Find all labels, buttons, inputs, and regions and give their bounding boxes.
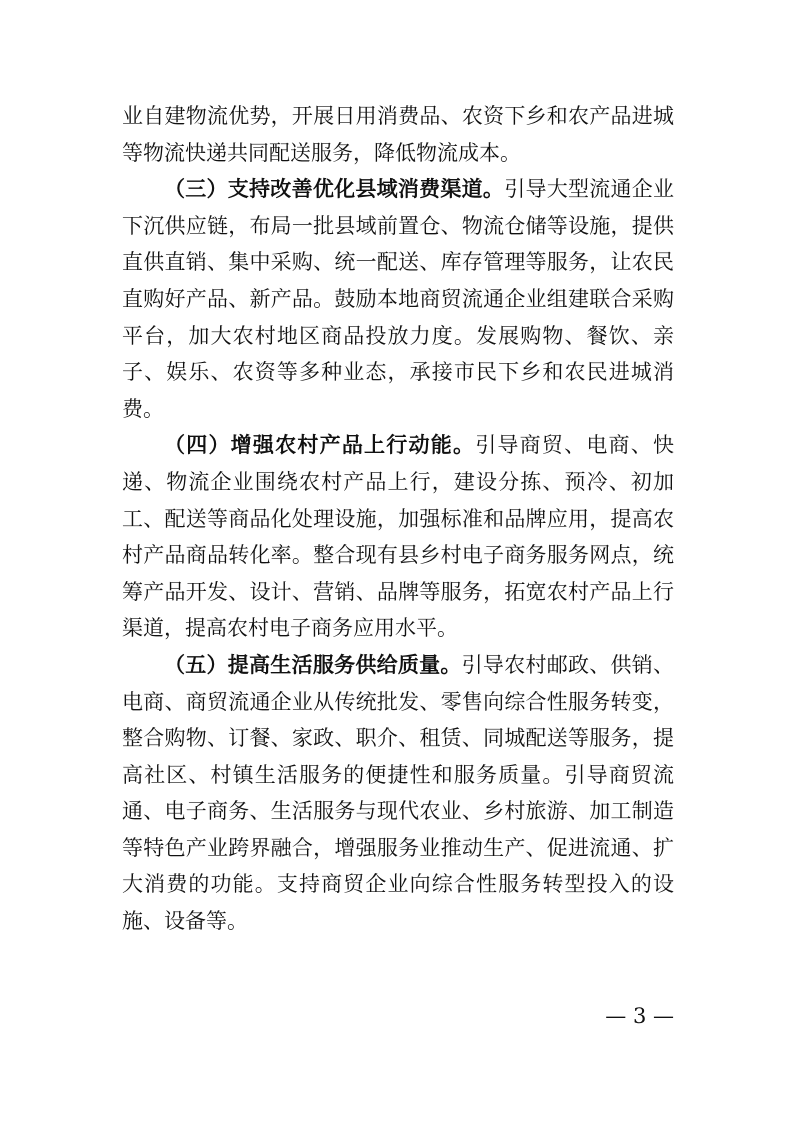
section-heading: （五）提高生活服务供给质量。 xyxy=(164,651,462,677)
paragraph-section-4 xyxy=(122,427,674,647)
document-body xyxy=(122,98,674,940)
paragraph-text: 引导商贸、电商、快递、物流企业围绕农村产品上行，建设分拣、预冷、初加工、配送等商品化处理设施，加强标准和品牌应用，提高农村产品商品转化率。整合现有县乡村电子商务服务网点，统筹产品开发、设计、营销、品牌等服务，拓宽农村产品上行渠道，提高农村电子商务应用水平。 xyxy=(122,433,675,641)
paragraph-section-5 xyxy=(122,647,674,940)
paragraph-section-3 xyxy=(122,171,674,427)
paragraph-text: 业自建物流优势，开展日用消费品、农资下乡和农产品进城等物流快递共同配送服务，降低物流成本。 xyxy=(122,104,674,165)
section-heading: （四）增强农村产品上行动能。 xyxy=(164,432,476,458)
paragraph-text: 引导农村邮政、供销、电商、商贸流通企业从传统批发、零售向综合性服务转变，整合购物、订餐、家政、职介、租赁、同城配送等服务，提高社区、村镇生活服务的便捷性和服务质量。引导商贸流通、电子商务、生活服务与现代农业、乡村旅游、加工制造等特色产业跨界融合，增强服务业推动生产、促进流通、扩大消费的功能。支持商贸企业向综合性服务转型投入的设施、设备等。 xyxy=(122,652,675,934)
section-heading: （三）支持改善优化县域消费渠道。 xyxy=(164,176,505,202)
page-number: — 3 — xyxy=(605,1004,674,1028)
paragraph-text: 引导大型流通企业下沉供应链，布局一批县域前置仓、物流仓储等设施，提供直供直销、集中采购、统一配送、库存管理等服务，让农民直购好产品、新产品。鼓励本地商贸流通企业组建联合采购平台，加大农村地区商品投放力度。发展购物、餐饮、亲子、娱乐、农资等多种业态，承接市民下乡和农民进城消费。 xyxy=(122,177,675,421)
paragraph-continuation xyxy=(122,98,674,171)
